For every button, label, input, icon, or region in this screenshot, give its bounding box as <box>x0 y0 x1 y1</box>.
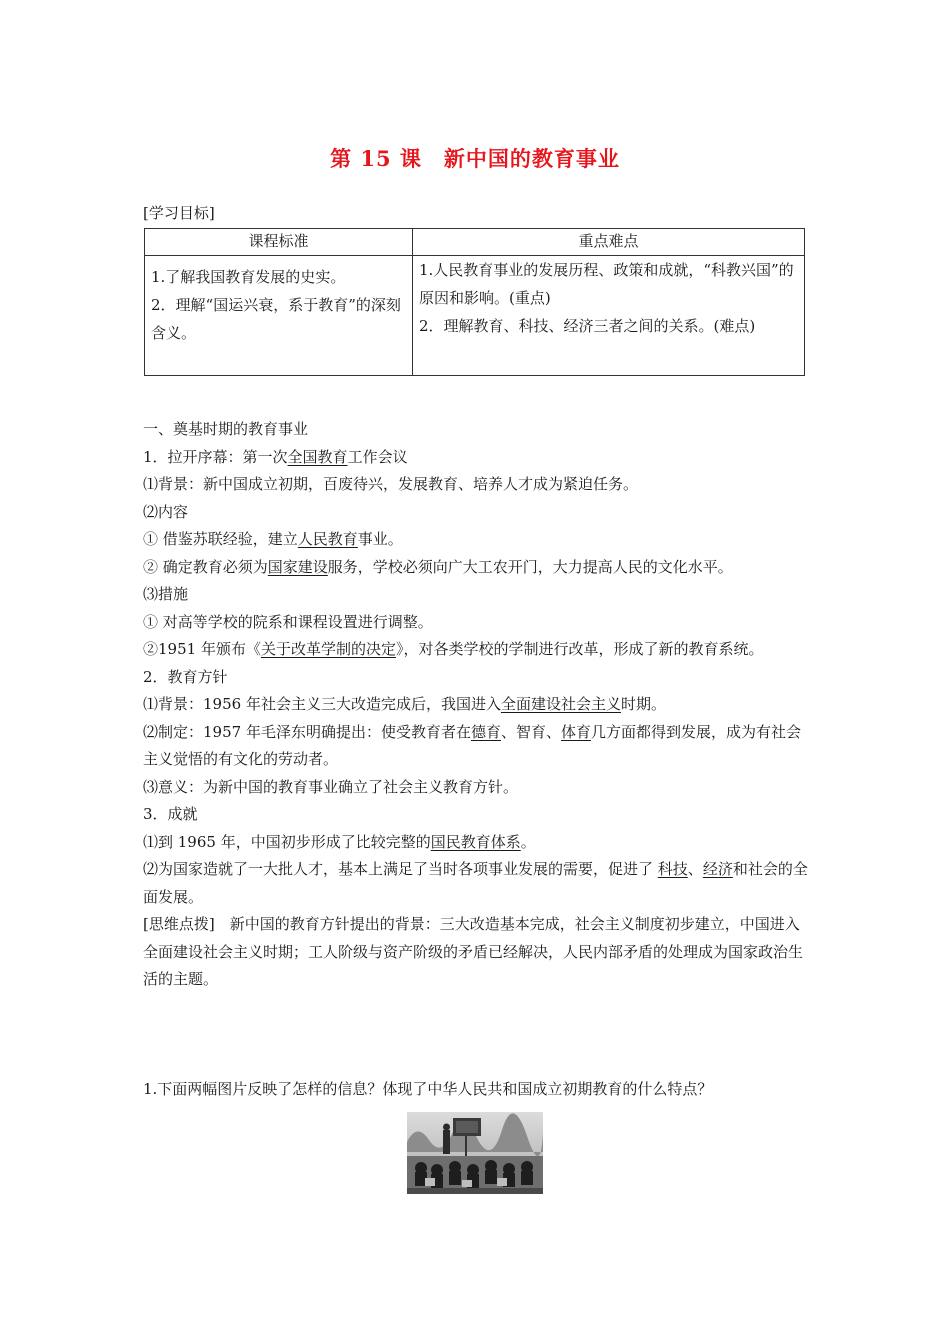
subsection-heading: 1．拉开序幕：第一次全国教育工作会议 <box>143 447 408 466</box>
paragraph: ⑶意义：为新中国的教育事业确立了社会主义教育方针。 <box>143 777 519 796</box>
paragraph: ⑴到 1965 年，中国初步形成了比较完整的国民教育体系。 <box>143 832 536 851</box>
underlined-term: 人民教育 <box>297 530 358 548</box>
paragraph: ⑶措施 <box>143 585 189 603</box>
paragraph: ②1951 年颁布《关于改革学制的决定》，对各类学校的学制进行改革，形成了新的教育系统。 <box>143 640 764 658</box>
paragraph: ⑴背景：新中国成立初期，百废待兴，发展教育、培养人才成为紧迫任务。 <box>143 475 639 493</box>
underlined-term: 科技 <box>657 860 688 878</box>
header-standards: 课程标准 <box>145 229 413 256</box>
header-keypoints: 重点难点 <box>413 229 805 256</box>
historical-photo <box>407 1112 543 1194</box>
underlined-term: 关于改革学制的决定 <box>260 640 396 658</box>
standards-cell <box>145 256 413 376</box>
photo-illustration <box>407 1112 543 1194</box>
underlined-term: 体育 <box>560 722 591 741</box>
paragraph: ① 借鉴苏联经验，建立人民教育事业。 <box>143 530 403 548</box>
thinking-tip: [思维点拨] 新中国的教育方针提出的背景：三大改造基本完成，社会主义制度初步建立，中国进入全面建设社会主义时期；工人阶级与资产阶级的矛盾已经解决，人民内部矛盾的处理成为国家政治生活的主题。 <box>143 915 804 988</box>
paragraph: ⑵内容 <box>143 502 189 521</box>
underlined-term: 国民教育体系 <box>430 832 521 851</box>
underlined-term: 德育 <box>470 722 501 741</box>
paragraph: ⑵制定：1957 年毛泽东明确提出：使受教育者在德育、智育、体育几方面都得到发展，成为有社会主义觉悟的有文化的劳动者。 <box>143 722 802 768</box>
underlined-term: 全面建设社会主义 <box>500 695 621 713</box>
underlined-term: 国家建设 <box>267 557 328 576</box>
standard-item: 2．理解“国运兴衰，系于教育”的深刻含义。 <box>151 296 401 342</box>
underlined-term: 经济 <box>702 860 733 878</box>
paragraph: ⑴背景：1956 年社会主义三大改造完成后，我国进入全面建设社会主义时期。 <box>143 695 666 713</box>
keypoints-cell <box>413 256 805 376</box>
paragraph: ② 确定教育必须为国家建设服务，学校必须向广大工农开门，大力提高人民的文化水平。 <box>143 557 733 576</box>
keypoint-item: 1.人民教育事业的发展历程、政策和成就，“科教兴国”的原因和影响。(重点) <box>419 261 794 307</box>
lesson-number: 第 15 课 <box>330 146 422 171</box>
page-title <box>0 143 950 173</box>
section-heading: 一、奠基时期的教育事业 <box>143 420 309 438</box>
keypoint-item: 2．理解教育、科技、经济三者之间的关系。(难点) <box>419 317 756 335</box>
goals-table <box>144 228 805 376</box>
standard-item: 1.了解我国教育发展的史实。 <box>151 268 346 286</box>
paragraph: ① 对高等学校的院系和课程设置进行调整。 <box>143 612 433 631</box>
question-text: 1.下面两幅图片反映了怎样的信息？体现了中华人民共和国成立初期教育的什么特点？ <box>143 1080 713 1098</box>
paragraph: ⑵为国家造就了一大批人才，基本上满足了当时各项事业发展的需要，促进了 科技、经济和社会的全面发展。 <box>143 860 808 906</box>
underlined-term: 全国教育 <box>287 447 348 466</box>
table-row <box>145 256 805 376</box>
lesson-name: 新中国的教育事业 <box>443 146 620 171</box>
content-body <box>143 416 811 994</box>
subsection-heading: 2．教育方针 <box>143 667 228 686</box>
section-label: [学习目标] <box>143 204 215 222</box>
table-header-row <box>145 229 805 256</box>
subsection-heading: 3．成就 <box>143 805 198 823</box>
